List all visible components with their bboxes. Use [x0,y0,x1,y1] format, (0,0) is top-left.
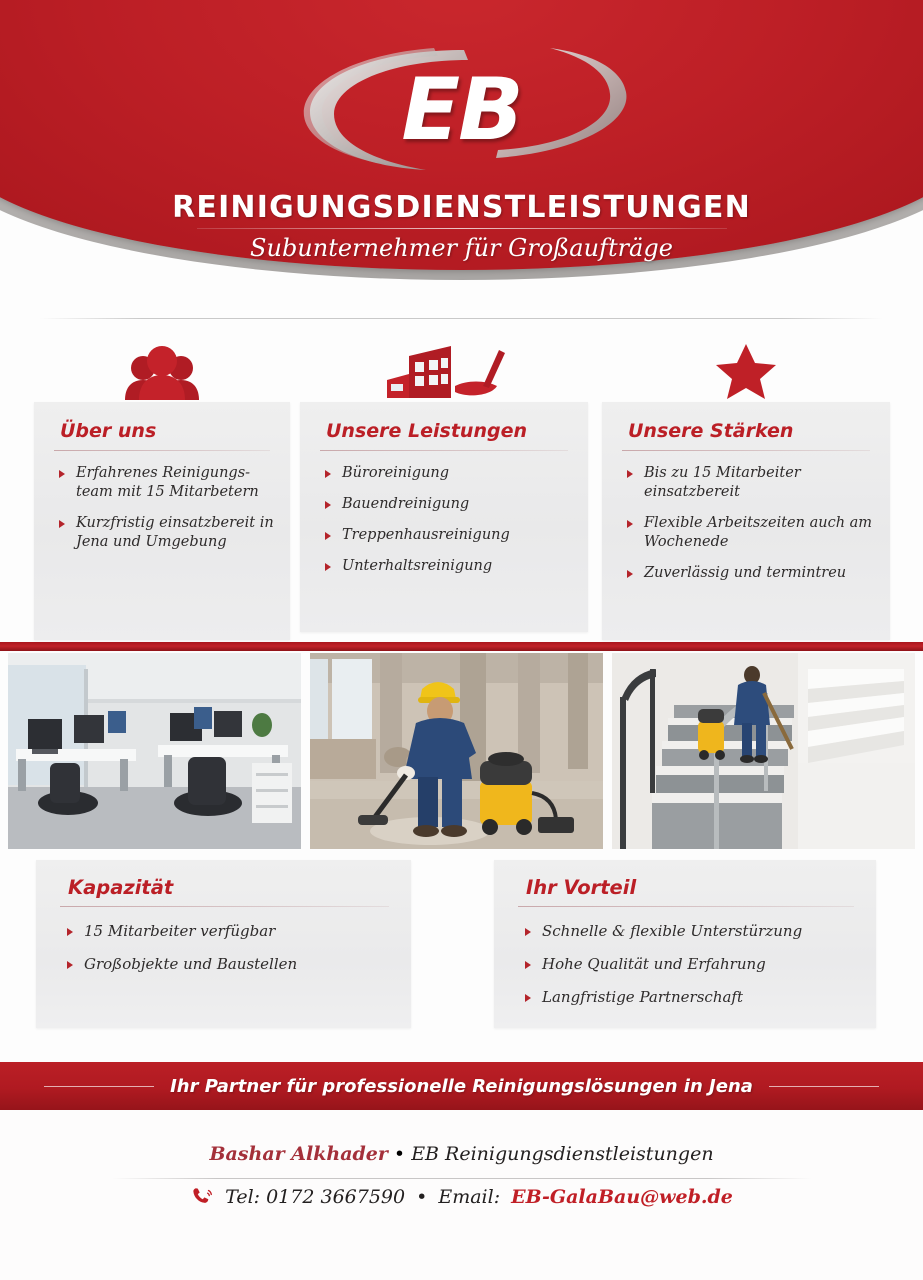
card-bullet-list [602,464,890,583]
email-address[interactable]: EB-GalaBau@web.de [511,1186,733,1208]
office-interior-desks-photo [8,653,301,849]
brand-subtitle: Subunternehmer für Großaufträge [250,234,673,262]
eb-logo [0,42,923,177]
list-item: 15 Mitarbeiter verfügbar [66,922,399,941]
phone-icon [190,1185,214,1209]
card-unsere-leistungen [300,402,588,632]
card-bullet-list [494,922,876,1007]
construction-cleaning-worker-photo [310,653,603,849]
lower-cards [0,860,923,1040]
brand-divider [197,228,727,229]
list-item: Unterhaltsreinigung [324,557,576,576]
phone-label[interactable]: Tel: 0172 3667590 [225,1186,406,1208]
banner-rule-right [769,1086,879,1087]
list-item: Großobjekte und Baustellen [66,955,399,974]
card-title: Unsere Stärken [628,420,794,442]
email-label: Email: [438,1186,501,1208]
card-bullet-list [34,464,290,552]
signature-separator: • [387,1143,412,1165]
section-divider [40,318,883,319]
list-item: Schnelle & flexible Unterstürzung [524,922,864,941]
card-title: Ihr Vorteil [526,876,637,899]
card-kapazitaet [36,860,411,1028]
list-item: Langfristige Partnerschaft [524,988,864,1007]
footer-slogan: Ihr Partner für professionelle Reinigungslösungen in Jena [170,1075,753,1097]
list-item: Büroreinigung [324,464,576,483]
photo-strip [0,653,923,849]
banner-rule-left [44,1086,154,1087]
card-bullet-list [300,464,588,576]
contact-name: Bashar Alkhader [209,1143,388,1165]
logo-wordmark: EB [401,60,522,160]
card-unsere-staerken [602,402,890,640]
stairwell-cleaning-photo [612,653,915,849]
list-item: Bis zu 15 Mitarbeiter einsatzbereit [626,464,878,502]
header-banner [0,0,923,300]
list-item: Treppenhausreinigung [324,526,576,545]
card-title-underline [54,450,270,451]
card-title: Kapazität [68,876,174,899]
star-icon [602,340,890,400]
contact-separator: • [416,1186,428,1208]
card-title-underline [60,906,389,907]
signature-line [0,1143,923,1165]
feature-cards [0,340,923,640]
list-item: Erfahrenes Reinigungs-team mit 15 Mitarbetern [58,464,278,502]
list-item: Kurzfristig einsatzbereit in Jena und Umgebung [58,514,278,552]
card-title-underline [518,906,854,907]
brand-title: REINIGUNGSDIENSTLEISTUNGEN [172,190,751,225]
list-item: Bauendreinigung [324,495,576,514]
footer-banner [0,1062,923,1110]
red-divider-stripe [0,642,923,651]
building-mop-icon [300,340,588,400]
contact-details [0,1185,923,1209]
card-title-underline [320,450,568,451]
card-title: Unsere Leistungen [326,420,527,442]
card-title-underline [622,450,870,451]
people-group-icon [34,340,290,400]
list-item: Flexible Arbeitszeiten auch am Wochenede [626,514,878,552]
card-title: Über uns [60,420,157,442]
list-item: Hohe Qualität und Erfahrung [524,955,864,974]
list-item: Zuverlässig und termintreu [626,564,878,583]
card-ueber-uns [34,402,290,640]
footer-divider [112,1178,812,1179]
company-name: EB Reinigungsdienstleistungen [411,1143,714,1165]
card-bullet-list [36,922,411,974]
card-ihr-vorteil [494,860,876,1028]
